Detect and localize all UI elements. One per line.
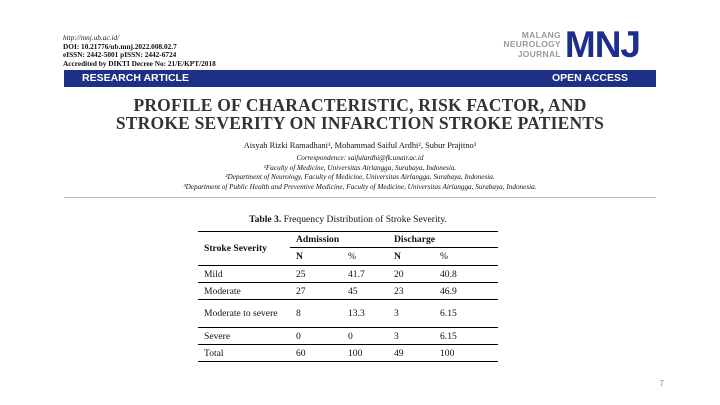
discharge-n: 49 bbox=[388, 345, 434, 362]
research-article-label: RESEARCH ARTICLE bbox=[82, 72, 189, 84]
affiliation-1: ¹Faculty of Medicine, Universitas Airlangga, Surabaya, Indonesia. bbox=[263, 163, 457, 172]
header-admission-pct: % bbox=[342, 248, 388, 266]
admission-pct: 100 bbox=[342, 345, 388, 362]
table-caption-text: Frequency Distribution of Stroke Severity. bbox=[281, 214, 447, 225]
journal-header bbox=[63, 34, 216, 68]
discharge-n: 23 bbox=[388, 283, 434, 300]
row-label: Moderate to severe bbox=[198, 300, 290, 328]
admission-n: 60 bbox=[290, 345, 342, 362]
row-label: Moderate bbox=[198, 283, 290, 300]
correspondence: Correspondence: saifulardhi@fk.unair.ac.id bbox=[296, 154, 424, 162]
row-label: Severe bbox=[198, 328, 290, 345]
table-caption-number: Table 3. bbox=[249, 214, 282, 225]
header-admission: Admission bbox=[290, 232, 388, 248]
article-title bbox=[64, 96, 656, 132]
accreditation: Accredited by DIKTI Decree No: 21/E/KPT/2018 bbox=[63, 58, 216, 68]
doi: DOI: 10.21776/ub.mnj.2022.008.02.7 bbox=[63, 41, 177, 51]
admission-n: 27 bbox=[290, 283, 342, 300]
admission-pct: 13.3 bbox=[342, 300, 388, 328]
row-label: Total bbox=[198, 345, 290, 362]
admission-pct: 0 bbox=[342, 328, 388, 345]
admission-pct: 45 bbox=[342, 283, 388, 300]
header-admission-n: N bbox=[290, 248, 342, 266]
table-caption bbox=[198, 214, 498, 225]
discharge-n: 3 bbox=[388, 328, 434, 345]
article-type-banner bbox=[64, 70, 656, 87]
header-stroke-severity: Stroke Severity bbox=[198, 232, 290, 266]
stroke-severity-table bbox=[198, 231, 498, 362]
journal-logo bbox=[503, 24, 640, 65]
discharge-pct: 100 bbox=[434, 345, 498, 362]
affiliation-3: ³Department of Public Health and Preventive Medicine, Faculty of Medicine, Universitas Airlangga, Surabaya, Indonesia. bbox=[183, 182, 537, 191]
header-discharge-pct: % bbox=[434, 248, 498, 266]
logo-words bbox=[503, 31, 560, 60]
affiliation-2: ²Department of Neurology, Faculty of Medicine, Universitas Airlangga, Surabaya, Indonesia. bbox=[225, 173, 495, 182]
authors: Aisyah Rizki Ramadhani¹, Mohammad Saiful Ardhi², Subur Prajitno³ bbox=[243, 141, 477, 150]
header-discharge: Discharge bbox=[388, 232, 498, 248]
divider bbox=[64, 197, 656, 198]
admission-n: 25 bbox=[290, 266, 342, 283]
logo-line-2: NEUROLOGY bbox=[503, 39, 561, 50]
table-row bbox=[198, 328, 498, 345]
logo-line-1: MALANG bbox=[521, 29, 561, 40]
title-line-2: STROKE SEVERITY ON INFARCTION STROKE PATIENTS bbox=[115, 113, 605, 133]
discharge-n: 3 bbox=[388, 300, 434, 328]
affiliations bbox=[64, 154, 656, 192]
logo-mark: MNJ bbox=[564, 24, 640, 65]
admission-n: 8 bbox=[290, 300, 342, 328]
table-row-total bbox=[198, 345, 498, 362]
admission-n: 0 bbox=[290, 328, 342, 345]
page-number: 7 bbox=[659, 379, 664, 388]
discharge-pct: 46.9 bbox=[434, 283, 498, 300]
table-row bbox=[198, 266, 498, 283]
row-label: Mild bbox=[198, 266, 290, 283]
open-access-label: OPEN ACCESS bbox=[551, 72, 628, 84]
discharge-pct: 6.15 bbox=[434, 300, 498, 328]
journal-url[interactable]: http://mnj.ub.ac.id/ bbox=[63, 33, 120, 42]
discharge-n: 20 bbox=[388, 266, 434, 283]
table-row bbox=[198, 300, 498, 328]
table-row bbox=[198, 283, 498, 300]
logo-line-3: JOURNAL bbox=[517, 48, 561, 59]
issn: eISSN: 2442-5001 pISSN: 2442-6724 bbox=[63, 50, 177, 60]
header-discharge-n: N bbox=[388, 248, 434, 266]
title-line-1: PROFILE OF CHARACTERISTIC, RISK FACTOR, AND bbox=[133, 95, 587, 115]
admission-pct: 41.7 bbox=[342, 266, 388, 283]
discharge-pct: 6.15 bbox=[434, 328, 498, 345]
discharge-pct: 40.8 bbox=[434, 266, 498, 283]
